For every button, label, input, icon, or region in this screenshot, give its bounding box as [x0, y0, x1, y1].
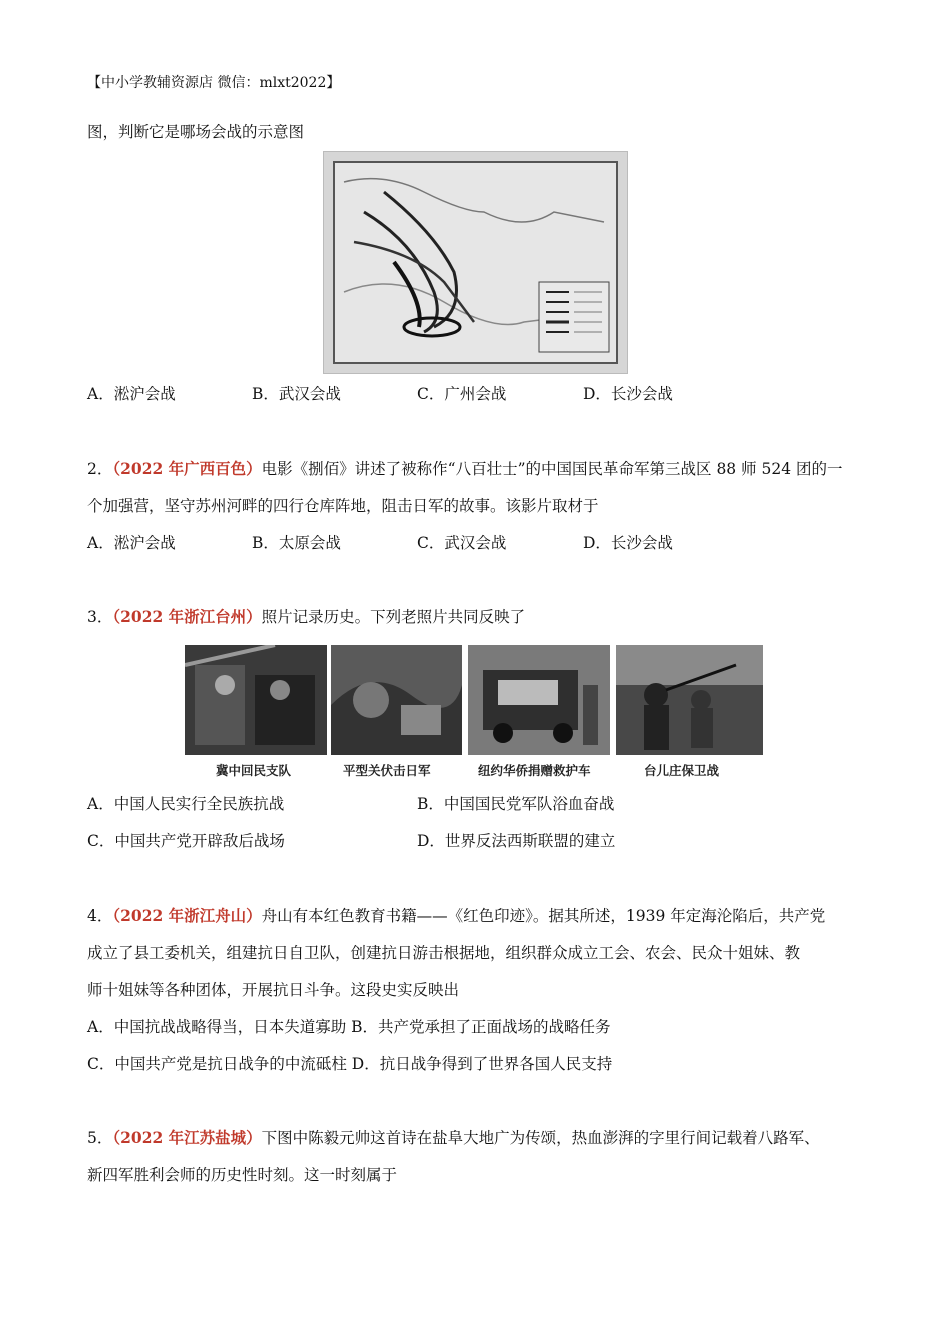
q3-number: 3．: [87, 608, 113, 626]
q4-options-row2: C．中国共产党是抗日战争的中流砥柱 D．抗日战争得到了世界各国人民支持: [87, 1055, 613, 1073]
q3-option-b: B．中国国民党军队浴血奋战: [417, 795, 615, 813]
photo-pingxingguan: [331, 645, 462, 755]
q1-option-d: D．长沙会战: [583, 385, 673, 403]
q2-option-c: C．武汉会战: [417, 534, 507, 552]
photo-hui-detachment: [185, 645, 327, 755]
q2-option-b: B．太原会战: [252, 534, 341, 552]
q5-text1: 下图中陈毅元帅这首诗在盐阜大地广为传颂，热血澎湃的字里行间记载着八路军、: [261, 1129, 820, 1147]
q2-option-d: D．长沙会战: [583, 534, 673, 552]
photo-ambulance: [468, 645, 610, 755]
photo-taierzhuang: [616, 645, 763, 755]
q2-number: 2．: [87, 460, 113, 478]
caption-photo-2: 平型关伏击日军: [343, 763, 431, 778]
q3-stem-line1: [87, 606, 525, 628]
q5-stem-line2: 新四军胜利会师的历史性时刻。这一时刻属于: [87, 1166, 398, 1184]
q4-options-row1: A．中国抗战战略得当，日本失道寡助 B．共产党承担了正面战场的战略任务: [87, 1018, 611, 1036]
q1-option-a: A．淞沪会战: [87, 385, 176, 403]
q4-text1: 舟山有本红色教育书籍——《红色印迹》。据其所述，1939 年定海沦陷后，共产党: [261, 907, 826, 925]
q4-source: （2022 年浙江舟山）: [112, 906, 262, 925]
page-header: 【中小学教辅资源店 微信：mlxt2022】: [87, 75, 341, 91]
q1-option-b: B．武汉会战: [252, 385, 341, 403]
q2-text1: 电影《捌佰》讲述了被称作“八百壮士”的中国国民革命军第三战区 88 师 524 团的一: [261, 460, 843, 478]
q5-source: （2022 年江苏盐城）: [112, 1128, 262, 1147]
caption-photo-4: 台儿庄保卫战: [644, 763, 720, 778]
q4-number: 4．: [87, 907, 113, 925]
caption-photo-1: 冀中回民支队: [216, 763, 292, 778]
q4-stem-line2: 成立了县工委机关，组建抗日自卫队，创建抗日游击根据地，组织群众成立工会、农会、民众十姐妹、教: [87, 944, 801, 962]
q1-stem: 图，判断它是哪场会战的示意图: [87, 123, 305, 141]
q3-source: （2022 年浙江台州）: [112, 607, 262, 626]
q1-option-c: C．广州会战: [417, 385, 507, 403]
battle-map-image: [323, 151, 628, 374]
q4-stem-line3: 师十姐妹等各种团体，开展抗日斗争。这段史实反映出: [87, 981, 460, 999]
photo-strip: [185, 645, 763, 778]
q2-option-a: A．淞沪会战: [87, 534, 176, 552]
q5-number: 5．: [87, 1129, 113, 1147]
q3-option-d: D．世界反法西斯联盟的建立: [417, 832, 616, 850]
q2-stem-line1: [87, 458, 843, 480]
q2-source: （2022 年广西百色）: [112, 459, 262, 478]
q2-stem-line2: 个加强营，坚守苏州河畔的四行仓库阵地，阻击日军的故事。该影片取材于: [87, 497, 599, 515]
q5-stem-line1: [87, 1127, 820, 1149]
caption-photo-3: 纽约华侨捐赠救护车: [478, 763, 591, 778]
q4-stem-line1: [87, 905, 825, 927]
q3-text1: 照片记录历史。下列老照片共同反映了: [261, 608, 526, 626]
q3-option-a: A．中国人民实行全民族抗战: [87, 795, 285, 813]
q3-option-c: C．中国共产党开辟敌后战场: [87, 832, 285, 850]
